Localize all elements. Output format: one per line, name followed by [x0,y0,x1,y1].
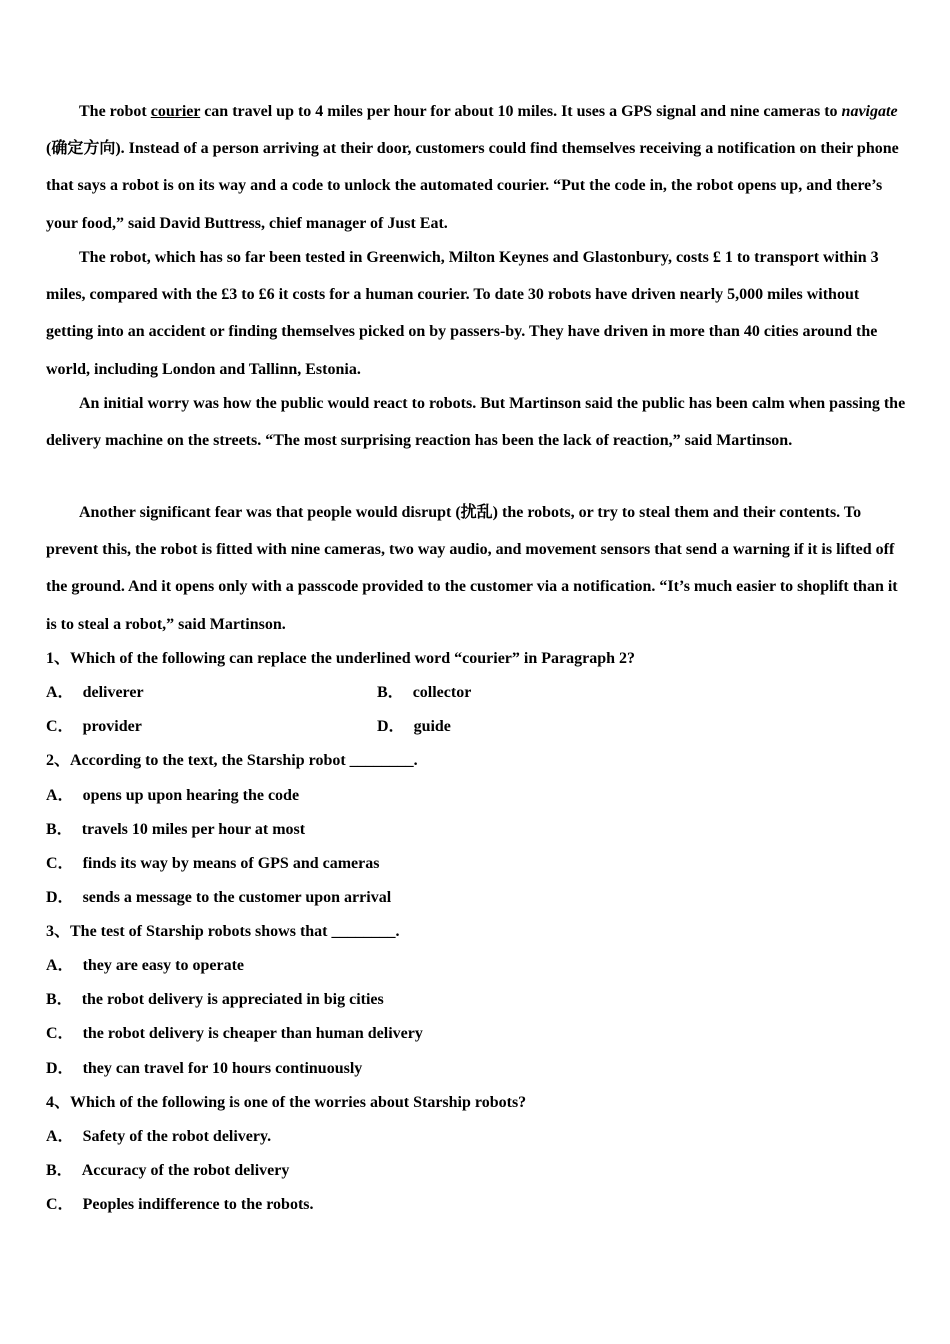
option-label: D． [46,1060,74,1077]
question-1-option-a [46,683,144,703]
option-text: travels 10 miles per hour at most [81,821,306,838]
question-2-stem: 2、According to the text, the Starship robot ________. [46,752,418,769]
option-label: A． [46,684,74,701]
question-2-option-d [46,888,391,908]
option-label: B． [46,1162,73,1179]
passage-paragraph-2: The robot, which has so far been tested in Greenwich, Milton Keynes and Glastonbury, costs £ 1 to transport within 3 miles, compared with the £3 to £6 it costs for a human courier. To date 30 robots have driven nearly 5,000 miles without getting into an accident or finding themselves picked on by passers-by. They have driven in more than 40 cities around the world, including London and Tallinn, Estonia. [46,249,879,378]
option-text: deliverer [82,684,144,701]
option-text: the robot delivery is appreciated in big cities [81,991,384,1008]
option-text: they can travel for 10 hours continuously [82,1060,363,1077]
p1-middle: can travel up to 4 miles per hour for about 10 miles. It uses a GPS signal and nine cameras to [200,103,842,120]
option-label: A． [46,787,74,804]
option-text: provider [82,718,142,735]
question-4-option-c [46,1195,314,1215]
option-text: Safety of the robot delivery. [82,1128,272,1145]
question-1-option-c [46,717,142,737]
option-label: D． [46,889,74,906]
p1-before: The robot [79,103,151,120]
question-3-option-d [46,1059,362,1079]
question-4-option-b [46,1161,289,1181]
option-label: C． [46,1196,74,1213]
option-label: C． [46,855,74,872]
question-3-option-a [46,956,244,976]
italic-word-navigate: navigate [841,103,898,120]
option-text: Peoples indifference to the robots. [82,1196,314,1213]
option-label: C． [46,718,74,735]
option-label: D． [377,718,405,735]
question-2-option-b [46,820,305,840]
option-label: B． [377,684,404,701]
passage-paragraph-3: An initial worry was how the public would react to robots. But Martinson said the public has been calm when passing the delivery machine on the streets. “The most surprising reaction has been the lack of reaction,” said Martinson. [46,395,906,450]
option-text: Accuracy of the robot delivery [81,1162,290,1179]
question-4-option-a [46,1127,271,1147]
option-label: B． [46,821,73,838]
option-label: B． [46,991,73,1008]
option-label: A． [46,957,74,974]
option-text: sends a message to the customer upon arrival [82,889,392,906]
option-text: finds its way by means of GPS and cameras [82,855,380,872]
option-label: C． [46,1025,74,1042]
option-text: collector [412,684,472,701]
option-text: guide [413,718,451,735]
option-text: the robot delivery is cheaper than human delivery [82,1025,423,1042]
passage-paragraph-4: Another significant fear was that people would disrupt (扰乱) the robots, or try to steal them and their contents. To prevent this, the robot is fitted with nine cameras, two way audio, and movement sensors that send a warning if it is lifted off the ground. And it opens only with a passcode provided to the customer via a notification. “It’s much easier to shoplift than it is to steal a robot,” said Martinson. [46,504,898,633]
option-label: A． [46,1128,74,1145]
question-3-option-b [46,990,384,1010]
underlined-word-courier: courier [150,103,201,120]
question-1-option-d [377,717,451,737]
question-3-option-c [46,1024,423,1044]
option-text: they are easy to operate [82,957,244,974]
question-1-stem: 1、Which of the following can replace the underlined word “courier” in Paragraph 2? [46,650,636,667]
p1-after: (确定方向). Instead of a person arriving at their door, customers could find themselves receiving a notification on their phone that says a robot is on its way and a code to unlock the automated courier. “Put the code in, the robot opens up, and there’s your food,” said David Buttress, chief manager of Just Eat. [46,140,899,232]
question-4-stem: 4、Which of the following is one of the worries about Starship robots? [46,1094,527,1111]
question-3-stem: 3、The test of Starship robots shows that ________. [46,923,400,940]
question-1-option-b [377,683,471,703]
question-2-option-a [46,786,299,806]
question-2-option-c [46,854,379,874]
passage-paragraph-1 [46,93,906,242]
option-text: opens up upon hearing the code [82,787,300,804]
